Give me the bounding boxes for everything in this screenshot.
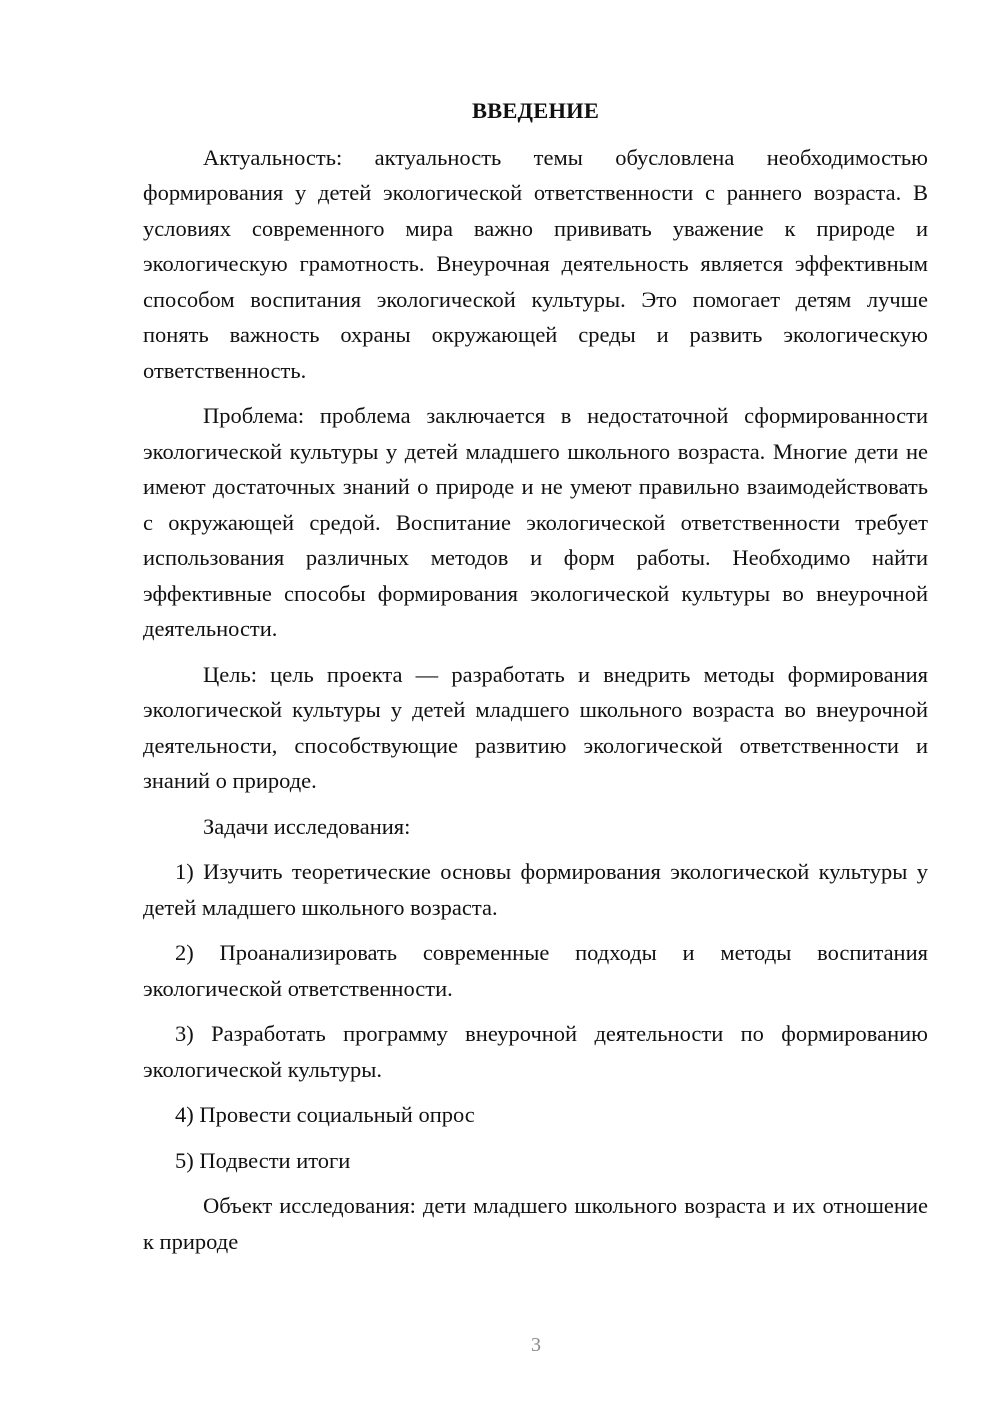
task-item-5: 5) Подвести итоги bbox=[175, 1147, 351, 1173]
task-item-1: 1) Изучить теоретические основы формирования экологической культуры у детей младшего школьного возраста. bbox=[143, 859, 928, 920]
document-page bbox=[143, 93, 928, 1269]
task-item-2: 2) Проанализировать современные подходы и методы воспитания экологической ответственности. bbox=[143, 940, 928, 1001]
problem-paragraph: Проблема: проблема заключается в недостаточной сформированности экологической культуры у детей младшего школьного возраста. Многие дети не имеют достаточных знаний о природе и не умеют правильно взаимодействовать с окружающей средой. Воспитание экологической ответственности требует использования различных методов и форм работы. Необходимо найти эффективные способы формирования экологической культуры во внеурочной деятельности. bbox=[143, 403, 928, 641]
tasks-title: Задачи исследования: bbox=[203, 813, 411, 839]
task-item-4: 4) Провести социальный опрос bbox=[175, 1102, 475, 1127]
relevance-paragraph: Актуальность: актуальность темы обусловлена необходимостью формирования у детей экологической ответственности с раннего возраста. В условиях современного мира важно прививать уважение к природе и экологическую грамотность. Внеурочная деятельность является эффективным способом воспитания экологической культуры. Это помогает детям лучше понять важность охраны окружающей среды и развить экологическую ответственность. bbox=[143, 144, 928, 383]
goal-paragraph: Цель: цель проекта — разработать и внедрить методы формирования экологической культуры у детей младшего школьного возраста во внеурочной деятельности, способствующие развитию экологической ответственности и знаний о природе. bbox=[143, 661, 928, 793]
task-item-3: 3) Разработать программу внеурочной деятельности по формированию экологической культуры. bbox=[143, 1021, 928, 1082]
section-heading: ВВЕДЕНИЕ bbox=[471, 98, 600, 123]
page-number: 3 bbox=[531, 1334, 541, 1356]
object-paragraph: Объект исследования: дети младшего школьного возраста и их отношение к природе bbox=[143, 1193, 928, 1254]
